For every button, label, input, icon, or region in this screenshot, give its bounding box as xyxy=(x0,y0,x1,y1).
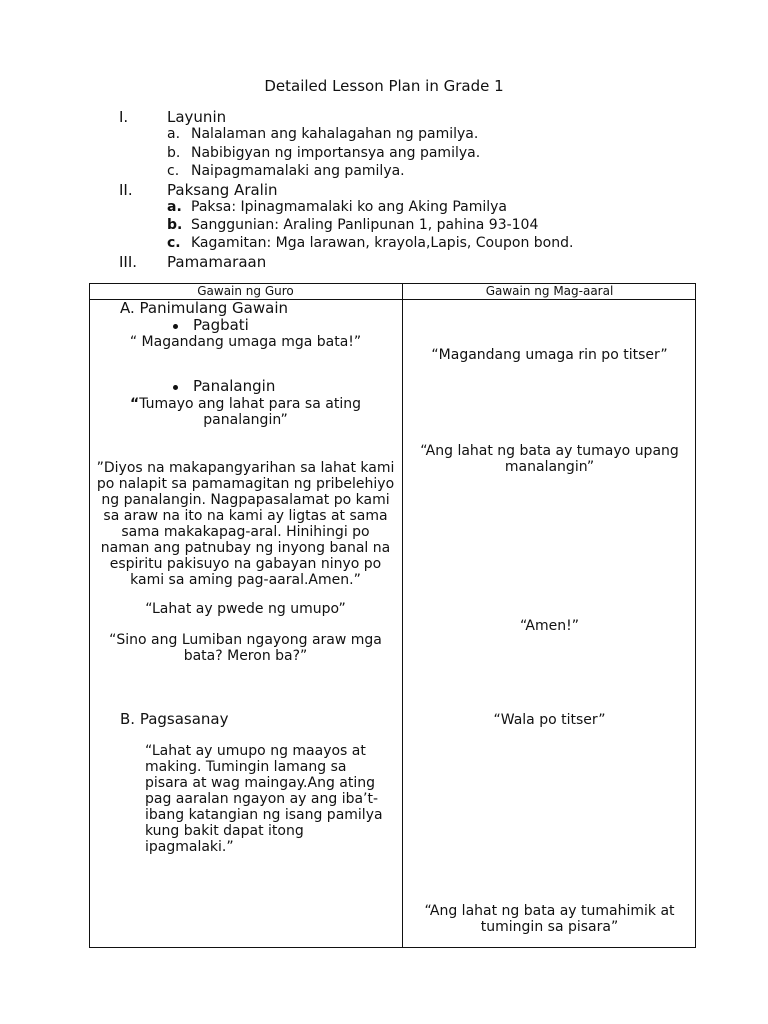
drill-line: kung bakit dapat itong xyxy=(145,823,304,839)
drill-line: making. Tumingin lamang sa xyxy=(145,759,347,775)
student-stand: manalangin” xyxy=(504,459,595,475)
section-heading-b: B. Pagsasanay xyxy=(120,710,229,728)
list-item xyxy=(167,217,538,233)
section-title: Paksang Aralin xyxy=(167,181,278,199)
section-title: Pamamaraan xyxy=(167,253,267,271)
table-header-student: Gawain ng Mag-aaral xyxy=(485,284,614,298)
item-text: Paksa: Ipinagmamalaki ko ang Aking Pamilya xyxy=(191,199,508,215)
drill-line: pag aaralan ngayon ay ang iba’t- xyxy=(145,791,379,807)
item-letter: a. xyxy=(167,199,182,215)
panalangin-text: Tumayo ang lahat para sa ating xyxy=(139,396,361,412)
prayer-line: sa araw na ito na kami ay ligtas at sama xyxy=(103,508,388,524)
item-text: Nalalaman ang kahalagahan ng pamilya. xyxy=(191,126,479,142)
item-text: Naipagmamalaki ang pamilya. xyxy=(191,163,405,179)
section-heading-a: A. Panimulang Gawain xyxy=(120,299,288,317)
panalangin-label: Panalangin xyxy=(193,377,276,395)
absent-text: “Sino ang Lumiban ngayong araw mga xyxy=(109,632,382,648)
table-header-teacher: Gawain ng Guro xyxy=(197,284,294,298)
bullet-icon xyxy=(173,385,178,390)
prayer-line: espiritu pakisuyo na gabayan ninyo po xyxy=(109,556,382,572)
student-quiet: tumingin sa pisara” xyxy=(480,919,619,935)
section-number: I. xyxy=(119,108,129,126)
prayer-line: po nalapit sa pamamagitan ng pribelehiyo xyxy=(96,476,395,492)
student-greet: “Magandang umaga rin po titser” xyxy=(431,347,668,363)
pagbati-text: “ Magandang umaga mga bata!” xyxy=(129,334,362,350)
student-stand: “Ang lahat ng bata ay tumayo upang xyxy=(420,443,679,459)
section-number: II. xyxy=(119,181,133,199)
drill-line: pisara at wag maingay.Ang ating xyxy=(145,775,376,791)
item-letter: c. xyxy=(167,235,181,251)
document-title: Detailed Lesson Plan in Grade 1 xyxy=(264,77,504,95)
prayer-line: naman ang patnubay ng inyong banal na xyxy=(100,540,391,556)
section-title: Layunin xyxy=(167,108,227,126)
student-amen: “Amen!” xyxy=(519,618,579,634)
prayer-line: ng panalangin. Nagpapasalamat po kami xyxy=(101,492,390,508)
list-item xyxy=(167,199,507,215)
item-letter: a. xyxy=(167,126,181,142)
list-item xyxy=(167,235,573,251)
prayer-line: ”Diyos na makapangyarihan sa lahat kami xyxy=(96,460,395,476)
sit-text: “Lahat ay pwede ng umupo” xyxy=(145,601,346,617)
pagbati-label: Pagbati xyxy=(193,316,249,334)
item-text: Kagamitan: Mga larawan, krayola,Lapis, Coupon bond. xyxy=(191,235,574,251)
column-divider xyxy=(402,283,403,948)
prayer-line: kami sa aming pag-aaral.Amen.” xyxy=(130,572,361,588)
absent-text: bata? Meron ba?” xyxy=(183,648,308,664)
item-letter: b. xyxy=(167,217,183,233)
item-letter: b. xyxy=(167,145,181,161)
drill-line: ipagmalaki.” xyxy=(145,839,234,855)
item-text: Nabibigyan ng importansya ang pamilya. xyxy=(191,145,481,161)
drill-line: ibang katangian ng isang pamilya xyxy=(145,807,383,823)
quote-mark: “ xyxy=(130,396,140,412)
bullet-icon xyxy=(173,324,178,329)
list-item xyxy=(167,126,478,142)
prayer-line: sama makakapag-aral. Hinihingi po xyxy=(121,524,370,540)
panalangin-line: panalangin” xyxy=(203,412,288,428)
student-quiet: “Ang lahat ng bata ay tumahimik at xyxy=(424,903,675,919)
panalangin-line xyxy=(89,396,402,412)
item-text: Sanggunian: Araling Panlipunan 1, pahina 93-104 xyxy=(191,217,539,233)
list-item xyxy=(167,163,405,179)
drill-line: “Lahat ay umupo ng maayos at xyxy=(145,743,366,759)
section-number: III. xyxy=(119,253,138,271)
list-item xyxy=(167,145,480,161)
item-letter: c. xyxy=(167,163,180,179)
student-none: “Wala po titser” xyxy=(493,712,606,728)
